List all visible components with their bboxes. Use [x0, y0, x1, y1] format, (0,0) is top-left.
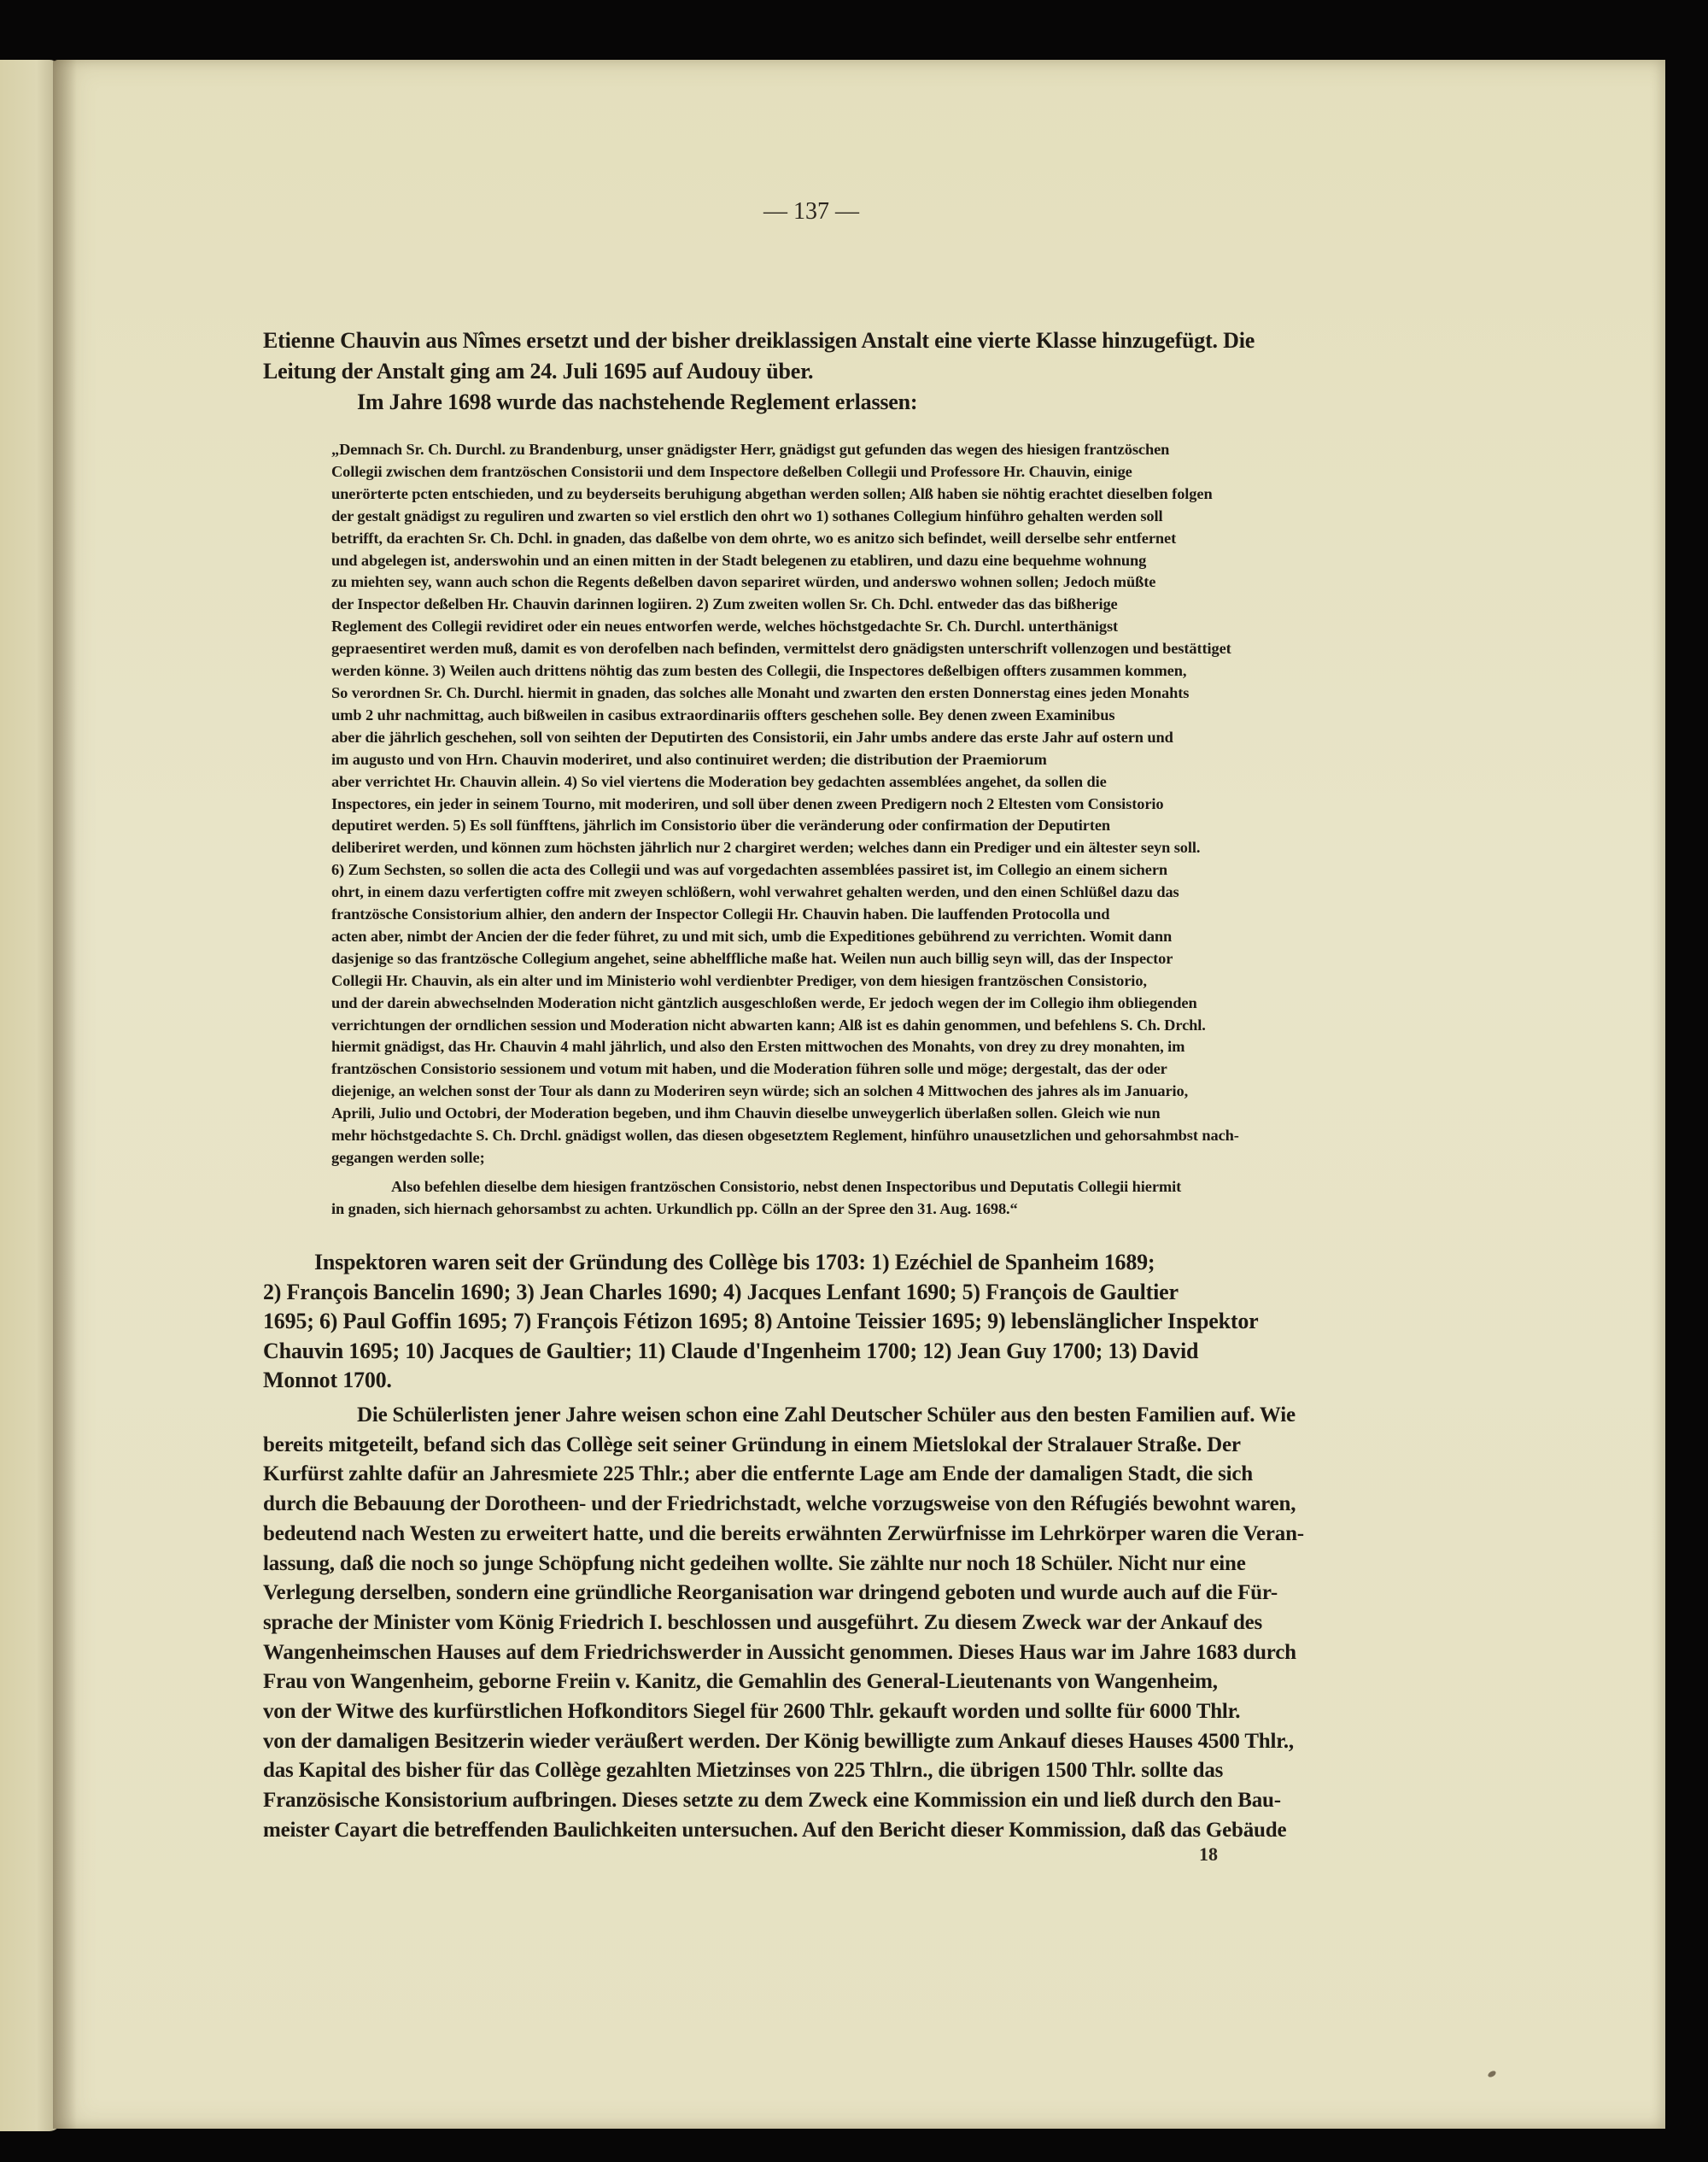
- intro-line: Etienne Chauvin aus Nîmes ersetzt und der bisher dreiklassigen Anstalt eine vierte Klasse hinzugefügt. Die: [263, 328, 1255, 353]
- schoollist-paragraph: [263, 1401, 1348, 1846]
- regulation-line: im augusto und von Hrn. Chauvin moderiret, und also continuiret werden; die distribution der Praemiorum: [331, 750, 1047, 768]
- schoollist-line: von der damaligen Besitzerin wieder veräußert werden. Der König bewilligte zum Ankauf dieses Hauses 4500 Thlr.,: [263, 1729, 1294, 1753]
- regulation-line: betrifft, da erachten Sr. Ch. Dchl. in gnaden, das daßelbe von dem ohrte, wo es anitzo sich befindet, weill derselbe sehr entfernet: [331, 529, 1177, 547]
- regulation-line: frantzöschen Consistorio sessionem und votum mit haben, und die Moderation führen solle und möge; dergestalt, das der oder: [331, 1060, 1167, 1078]
- regulation-closing: [331, 1176, 1344, 1221]
- regulation-line: werden könne. 3) Weilen auch drittens nöhtig das zum besten des Collegii, die Inspectores deßelbigen offters zusammen kommen,: [331, 662, 1187, 680]
- regulation-line: der Inspector deßelben Hr. Chauvin darinnen logiiren. 2) Zum zweiten wollen Sr. Ch. Dchl. entweder das das bißherige: [331, 595, 1118, 613]
- regulation-line: Collegii Hr. Chauvin, als ein alter und im Ministerio wohl verdienbter Prediger, von dem hiesigen frantzöschen Consistorio,: [331, 971, 1147, 989]
- regulation-line: deputiret werden. 5) Es soll fünfftens, jährlich im Consistorio über die veränderung oder confirmation der Deputirten: [331, 817, 1111, 835]
- regulation-line: verrichtungen der orndlichen session und Moderation nicht abwarten kann; Alß ist es dahin genommen, und befehlens S. Ch. Drchl.: [331, 1016, 1206, 1034]
- regulation-line: gegangen werden solle;: [331, 1149, 485, 1166]
- regulation-line: Collegii zwischen dem frantzöschen Consistorii und dem Inspectore deßelben Collegii und Professore Hr. Chauvin, einige: [331, 462, 1132, 480]
- regulation-line: der gestalt gnädigst zu reguliren und zwarten so viel erstlich den ohrt wo 1) sothanes Collegium hinführo gehalten werden soll: [331, 507, 1163, 524]
- regulation-line: deliberiret werden, und können zum höchsten jährlich nur 2 chargiret werden; welches dann ein Prediger und ein ältester seyn soll.: [331, 839, 1201, 857]
- schoollist-line: sprache der Minister vom König Friedrich I. beschlossen und ausgeführt. Zu diesem Zweck war der Ankauf des: [263, 1610, 1263, 1634]
- regulation-line: So verordnen Sr. Ch. Durchl. hiermit in gnaden, das solches alle Monaht und zwarten den ersten Donnerstag eines jeden Monahts: [331, 683, 1190, 701]
- schoollist-line: meister Cayart die betreffenden Baulichkeiten untersuchen. Auf den Bericht dieser Kommission, daß das Gebäude: [263, 1818, 1287, 1842]
- intro-line: Leitung der Anstalt ging am 24. Juli 1695 auf Audouy über.: [263, 359, 814, 384]
- regulation-line: mehr höchstgedachte S. Ch. Drchl. gnädigst wollen, das diesen obgesetztem Reglement, hinführo unausetzlichen und gehorsahmbst nach-: [331, 1127, 1239, 1145]
- regulation-line: Aprili, Julio und Octobri, der Moderation begeben, und ihm Chauvin dieselbe unweygerlich überlaßen sollen. Gleich wie nun: [331, 1104, 1161, 1122]
- regulation-line: unerörterte pcten entschieden, und zu beyderseits beruhigung abgethan werden sollen; Alß haben sie nöhtig erachtet dieselben folgen: [331, 484, 1213, 502]
- regulation-closing-line: in gnaden, sich hiernach gehorsambst zu achten. Urkundlich pp. Cölln an der Spree den 31. Aug. 1698.“: [331, 1199, 1018, 1217]
- inspectors-line: Inspektoren waren seit der Gründung des Collège bis 1703: 1) Ezéchiel de Spanheim 1689;: [314, 1250, 1155, 1274]
- regulation-line: umb 2 uhr nachmittag, auch bißweilen in casibus extraordinariis offters geschehen solle. Bey denen zween Examinibus: [331, 706, 1115, 724]
- inspectors-line: Monnot 1700.: [263, 1368, 392, 1392]
- regulation-line: und abgelegen ist, anderswohin und an einen mitten in der Stadt belegenen zu etabliren, und dazu eine bequehme wohnung: [331, 551, 1147, 569]
- inspectors-paragraph: [263, 1248, 1348, 1396]
- regulation-closing-line: Also befehlen dieselbe dem hiesigen frantzöschen Consistorio, nebst denen Inspectoribus und Deputatis Collegii hiermit: [391, 1178, 1182, 1195]
- sheet-signature: 18: [1199, 1843, 1218, 1865]
- schoollist-line: bedeutend nach Westen zu erweitert hatte, und die bereits erwähnten Zerwürfnisse im Lehrkörper waren die Veran-: [263, 1521, 1304, 1545]
- regulation-line: gepraesentiret werden muß, damit es von derofelben nach befinden, vermittelst dero gnädigsten unterschrift vollenzogen und bestättiget: [331, 640, 1231, 658]
- regulation-line: Inspectores, ein jeder in seinem Tourno, mit moderiren, und soll über denen zween Predigern noch 2 Eltesten vom Consistorio: [331, 794, 1164, 812]
- regulation-line: aber verrichtet Hr. Chauvin allein. 4) So viel viertens die Moderation bey gedachten assemblées angehet, da sollen die: [331, 772, 1107, 790]
- regulation-quote: [331, 439, 1344, 1169]
- schoollist-line: Kurfürst zahlte dafür an Jahresmiete 225 Thlr.; aber die entfernte Lage am Ende der damaligen Stadt, die sich: [263, 1462, 1253, 1486]
- schoollist-line: bereits mitgeteilt, befand sich das Collège seit seiner Gründung in einem Mietslokal der Stralauer Straße. Der: [263, 1433, 1241, 1456]
- regulation-line: acten aber, nimbt der Ancien der die feder führet, zu und mit sich, umb die Expeditiones gebührend zu verrichten. Womit dann: [331, 927, 1173, 945]
- schoollist-line: lassung, daß die noch so junge Schöpfung nicht gedeihen wollte. Sie zählte nur noch 18 Schüler. Nicht nur eine: [263, 1551, 1246, 1575]
- regulation-line: diejenige, an welchen sonst der Tour als dann zu Moderiren seyn würde; sich an solchen 4 Mittwochen des jahres als im Januario,: [331, 1082, 1189, 1100]
- intro-indent-line: Im Jahre 1698 wurde das nachstehende Reglement erlassen:: [357, 390, 918, 414]
- inspectors-line: 2) François Bancelin 1690; 3) Jean Charles 1690; 4) Jacques Lenfant 1690; 5) François de Gaultier: [263, 1279, 1179, 1304]
- regulation-line: zu miehten sey, wann auch schon die Regents deßelben davon separiret würden, und anderswo wohnen sollen; Jedoch müßte: [331, 573, 1156, 591]
- schoollist-line: Französische Konsistorium aufbringen. Dieses setzte zu dem Zweck eine Kommission ein und ließ durch den Bau-: [263, 1789, 1281, 1813]
- schoollist-line: von der Witwe des kurfürstlichen Hofkonditors Siegel für 2600 Thlr. gekauft worden und sollte für 6000 Thlr.: [263, 1700, 1241, 1724]
- regulation-line: „Demnach Sr. Ch. Durchl. zu Brandenburg, unser gnädigster Herr, gnädigst gut gefunden das wegen des hiesigen frantzöschen: [331, 441, 1170, 458]
- schoollist-line: durch die Bebauung der Dorotheen- und der Friedrichstadt, welche vorzugsweise von den Réfugiés bewohnt waren,: [263, 1492, 1296, 1516]
- intro-paragraph: [263, 325, 1348, 418]
- schoollist-line: das Kapital des bisher für das Collège gezahlten Mietzinses von 225 Thlrn., die übrigen 1500 Thlr. sollte das: [263, 1759, 1224, 1783]
- regulation-line: hiermit gnädigst, das Hr. Chauvin 4 mahl jährlich, und also den Ersten mittwochen des Monahts, von drey zu drey monahten, im: [331, 1038, 1185, 1056]
- schoollist-line: Verlegung derselben, sondern eine gründliche Reorganisation war dringend geboten und wurde auch auf die Für-: [263, 1581, 1278, 1605]
- regulation-line: 6) Zum Sechsten, so sollen die acta des Collegii und was auf vorgedachten assemblées passiret ist, im Collegio an einem sichern: [331, 861, 1168, 879]
- regulation-line: dasjenige so das frantzösche Collegium angehet, seine abhelffliche maße hat. Weilen nun auch billig seyn will, das der Inspector: [331, 949, 1173, 967]
- page-number: — 137 —: [763, 198, 859, 225]
- regulation-line: aber die jährlich geschehen, soll von seihten der Deputirten des Consistorii, ein Jahr umbs andere das erste Jahr auf ostern und: [331, 728, 1173, 746]
- regulation-line: ohrt, in einem dazu verfertigten coffre mit zweyen schlößern, wohl verwahret gehalten werden, und den einen Schlüßel dazu das: [331, 883, 1179, 901]
- inspectors-line: 1695; 6) Paul Goffin 1695; 7) François Fétizon 1695; 8) Antoine Teissier 1695; 9) lebenslänglicher Inspektor: [263, 1309, 1259, 1333]
- schoollist-line: Die Schülerlisten jener Jahre weisen schon eine Zahl Deutscher Schüler aus den besten Familien auf. Wie: [357, 1403, 1296, 1427]
- schoollist-line: Wangenheimschen Hauses auf dem Friedrichswerder in Aussicht genommen. Dieses Haus war im Jahre 1683 durch: [263, 1640, 1296, 1664]
- inspectors-line: Chauvin 1695; 10) Jacques de Gaultier; 11) Claude d'Ingenheim 1700; 12) Jean Guy 1700; 13) David: [263, 1338, 1199, 1363]
- regulation-line: frantzösche Consistorium alhier, den andern der Inspector Collegii Hr. Chauvin haben. Die lauffenden Protocolla und: [331, 905, 1110, 923]
- gutter-shadow: [53, 60, 77, 2129]
- schoollist-line: Frau von Wangenheim, geborne Freiin v. Kanitz, die Gemahlin des General-Lieutenants von Wangenheim,: [263, 1670, 1218, 1694]
- regulation-line: Reglement des Collegii revidiret oder ein neues entworfen werde, welches höchstgedachte Sr. Ch. Durchl. unterthänigst: [331, 618, 1119, 636]
- regulation-line: und der darein abwechselnden Moderation nicht gäntzlich ausgeschloßen werde, Er jedoch wegen der im Collegio ihm obliegenden: [331, 993, 1197, 1011]
